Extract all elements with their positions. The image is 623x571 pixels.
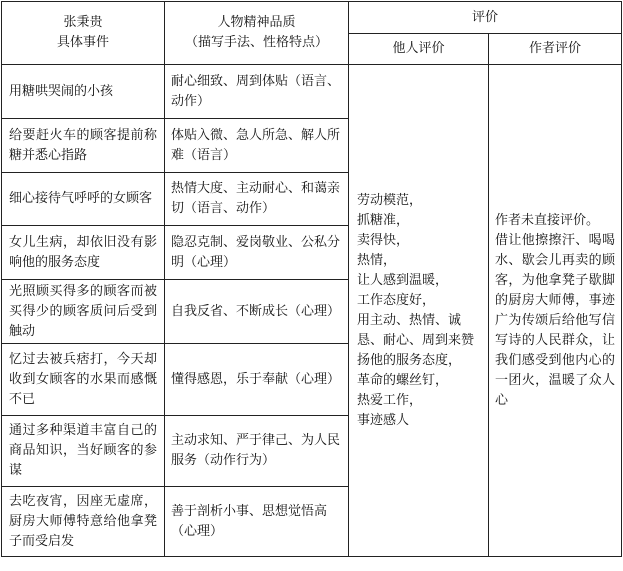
quality-cell: 主动求知、严于律己、为人民服务（动作行为） — [165, 416, 349, 487]
event-cell: 去吃夜宵，因座无虚席，厨房大师傅特意给他拿凳子而受启发 — [2, 487, 165, 557]
others-eval-line: 事迹感人 — [357, 412, 410, 428]
header-quality — [165, 2, 349, 65]
header-quality-line2: （描写手法、性格特点） — [184, 35, 328, 50]
others-eval-line: 用主动、热情、诚恳、耐心、周到来赞扬他的服务态度， — [357, 312, 475, 368]
header-row-1 — [2, 2, 622, 34]
event-cell: 光照顾买得多的顾客而被买得少的顾客质问后受到触动 — [2, 280, 165, 344]
event-cell: 忆过去被兵痞打，今天却收到女顾客的水果而感慨不已 — [2, 344, 165, 416]
others-eval-line: 工作态度好， — [357, 292, 436, 308]
header-others-eval: 他人评价 — [349, 34, 489, 65]
event-cell: 细心接待气呼呼的女顾客 — [2, 173, 165, 226]
others-eval-line: 劳动模范， — [357, 192, 423, 208]
header-evaluation: 评价 — [349, 2, 622, 34]
quality-cell: 热情大度、主动耐心、和蔼亲切（语言、动作） — [165, 173, 349, 226]
event-cell: 通过多种渠道丰富自己的商品知识，当好顾客的参谋 — [2, 416, 165, 487]
header-event-line1: 张秉贵 — [63, 15, 103, 30]
header-event — [2, 2, 165, 65]
others-eval-line: 卖得快， — [357, 232, 410, 248]
others-eval-line: 热情， — [357, 252, 397, 268]
event-cell: 用糖哄哭闹的小孩 — [2, 65, 165, 119]
author-eval-cell — [489, 65, 622, 557]
others-eval-line: 热爱工作， — [357, 392, 423, 408]
others-eval-line: 抓糖准， — [357, 212, 410, 228]
header-quality-line1: 人物精神品质 — [217, 15, 296, 30]
header-event-line2: 具体事件 — [56, 35, 109, 50]
header-author-eval: 作者评价 — [489, 34, 622, 65]
evaluation-table — [1, 1, 622, 557]
event-cell: 给要赶火车的顾客提前称糖并悉心指路 — [2, 119, 165, 173]
table-row — [2, 65, 622, 119]
quality-cell: 懂得感恩，乐于奉献（心理） — [165, 344, 349, 416]
quality-cell: 体贴入微、急人所急、解人所难（语言） — [165, 119, 349, 173]
others-eval-line: 让人感到温暖， — [357, 272, 449, 288]
quality-cell: 隐忍克制、爱岗敬业、公私分明（心理） — [165, 226, 349, 280]
others-eval-cell — [349, 65, 489, 557]
author-eval-line: 作者未直接评价。 — [495, 212, 600, 228]
author-eval-line: 借让他擦擦汗、喝喝水、歇会儿再卖的顾客，为他拿凳子歇脚的厨房大师傅，事迹广为传颂后给他写信写诗的人民群众，让我们感受到他内心的一团火，温暖了众人心 — [495, 232, 616, 408]
quality-cell: 自我反省、不断成长（心理） — [165, 280, 349, 344]
quality-cell: 耐心细致、周到体贴（语言、动作） — [165, 65, 349, 119]
event-cell: 女儿生病，却依旧没有影响他的服务态度 — [2, 226, 165, 280]
others-eval-line: 革命的螺丝钉， — [357, 372, 449, 388]
quality-cell: 善于剖析小事、思想觉悟高（心理） — [165, 487, 349, 557]
